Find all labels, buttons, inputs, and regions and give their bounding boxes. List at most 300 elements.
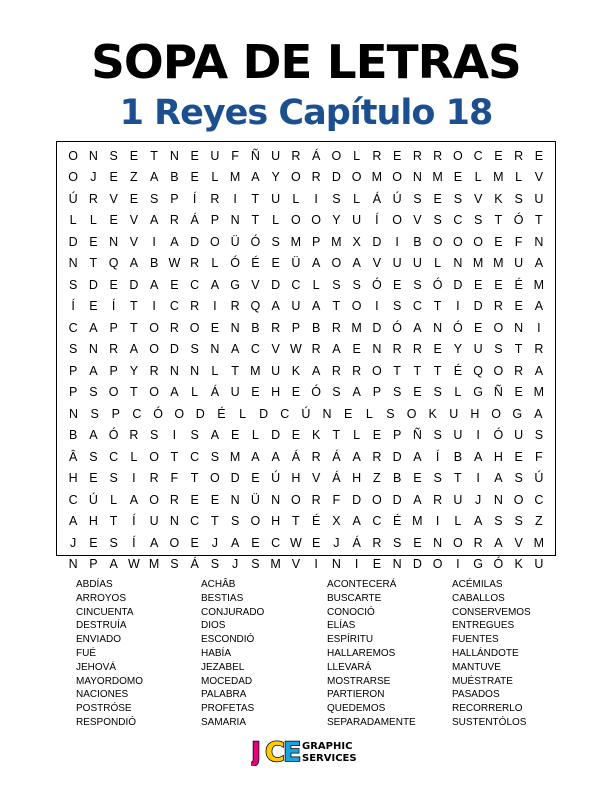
grid-cell: G: [473, 557, 483, 572]
grid-cell: Z: [373, 471, 381, 486]
word-item: ABDÍAS: [76, 579, 113, 590]
grid-cell: W: [289, 535, 302, 550]
grid-cell: E: [109, 277, 118, 292]
grid-cell: I: [314, 557, 318, 572]
grid-cell: O: [331, 148, 342, 163]
grid-cell: I: [213, 299, 217, 314]
grid-cell: R: [190, 256, 200, 271]
grid-cell: D: [68, 234, 78, 249]
grid-cell: X: [332, 514, 341, 529]
grid-cell: S: [68, 342, 78, 357]
grid-row: [63, 425, 549, 447]
word-item: MANTUVE: [452, 661, 501, 673]
grid-cell: E: [413, 385, 422, 400]
grid-cell: Ü: [230, 234, 240, 249]
grid-cell: O: [291, 492, 301, 507]
grid-cell: E: [413, 535, 422, 550]
grid-cell: B: [251, 320, 260, 335]
grid-cell: É: [392, 514, 402, 529]
grid-cell: R: [169, 320, 179, 335]
grid-cell: E: [109, 170, 118, 185]
grid-cell: A: [170, 385, 179, 400]
grid-cell: U: [534, 557, 544, 572]
grid-cell: A: [311, 363, 321, 378]
grid-cell: A: [534, 256, 544, 271]
word-item: JEHOVÁ: [76, 661, 117, 673]
grid-row: [63, 403, 549, 425]
grid-cell: R: [190, 299, 200, 314]
grid-cell: Ú: [271, 471, 281, 486]
grid-cell: T: [454, 471, 462, 486]
word-item: RECORRERLO: [452, 703, 523, 715]
grid-cell: E: [230, 428, 240, 443]
grid-cell: A: [170, 234, 179, 249]
grid-cell: C: [453, 213, 463, 228]
grid-cell: T: [130, 299, 138, 314]
grid-cell: E: [473, 277, 483, 292]
grid-cell: S: [392, 385, 402, 400]
grid-cell: A: [413, 320, 422, 335]
grid-cell: Á: [311, 148, 321, 163]
grid-cell: Ó: [230, 256, 240, 271]
grid-cell: V: [129, 213, 139, 228]
grid-cell: F: [332, 492, 341, 507]
grid-cell: I: [354, 557, 359, 572]
grid-cell: Ó: [392, 320, 402, 335]
grid-cell: Á: [332, 471, 341, 486]
grid-cell: S: [332, 277, 341, 292]
grid-cell: S: [210, 449, 220, 464]
grid-cell: L: [239, 406, 247, 421]
grid-cell: S: [89, 449, 98, 464]
grid-cell: C: [190, 449, 200, 464]
grid-cell: E: [392, 277, 402, 292]
grid-cell: E: [89, 535, 98, 550]
word-item: PALABRA: [201, 689, 247, 701]
grid-cell: T: [130, 385, 138, 400]
grid-cell: H: [493, 449, 503, 464]
grid-cell: H: [352, 471, 362, 486]
grid-cell: N: [68, 557, 78, 572]
grid-cell: G: [512, 406, 523, 421]
word-column: [201, 578, 327, 730]
grid-cell: Y: [332, 213, 341, 228]
grid-cell: A: [494, 535, 503, 550]
grid-cell: X: [352, 234, 361, 249]
grid-cell: Q: [108, 256, 119, 271]
grid-cell: R: [311, 170, 321, 185]
grid-cell: T: [150, 148, 158, 163]
grid-cell: Í: [111, 299, 116, 314]
grid-cell: K: [494, 191, 503, 206]
grid-cell: C: [250, 342, 260, 357]
grid-cell: B: [413, 234, 422, 249]
grid-cell: R: [433, 148, 443, 163]
grid-cell: N: [88, 148, 98, 163]
grid-cell: O: [372, 492, 382, 507]
grid-cell: T: [332, 299, 341, 314]
grid-cell: É: [514, 277, 523, 292]
grid-cell: P: [311, 234, 321, 249]
word-item: MUÉSTRATE: [452, 675, 513, 687]
grid-cell: O: [331, 256, 342, 271]
grid-cell: S: [494, 514, 503, 529]
grid-cell: R: [372, 148, 382, 163]
grid-cell: E: [190, 535, 199, 550]
grid-cell: R: [493, 299, 503, 314]
grid-cell: O: [432, 557, 443, 572]
grid-cell: L: [272, 213, 280, 228]
grid-cell: Á: [210, 385, 220, 400]
grid-cell: V: [129, 234, 139, 249]
word-column: [452, 578, 576, 730]
word-item: BUSCARTE: [327, 592, 382, 604]
grid-cell: D: [129, 277, 139, 292]
grid-cell: K: [291, 363, 301, 378]
grid-cell: P: [210, 213, 220, 228]
grid-row: [63, 167, 549, 189]
grid-cell: A: [534, 363, 544, 378]
grid-cell: O: [68, 170, 78, 185]
grid-cell: A: [68, 514, 78, 529]
grid-cell: Ó: [311, 385, 321, 400]
grid-cell: D: [88, 277, 98, 292]
grid-cell: R: [169, 213, 179, 228]
grid-cell: I: [314, 191, 318, 206]
grid-cell: M: [432, 170, 443, 185]
grid-cell: Q: [250, 299, 261, 314]
grid-cell: S: [230, 514, 240, 529]
grid-cell: U: [271, 148, 281, 163]
grid-cell: J: [70, 535, 77, 550]
grid-cell: U: [149, 514, 159, 529]
logo-mark: [251, 737, 301, 766]
grid-cell: Í: [375, 213, 379, 228]
grid-cell: S: [271, 234, 280, 249]
grid-cell: E: [89, 234, 98, 249]
grid-cell: D: [412, 557, 422, 572]
grid-cell: Ú: [392, 191, 402, 206]
grid-cell: Ñ: [493, 385, 503, 400]
grid-cell: A: [534, 299, 544, 314]
grid-cell: O: [453, 148, 463, 163]
word-item: SUSTENTÓLOS: [452, 716, 527, 728]
grid-cell: M: [229, 449, 241, 464]
grid-cell: N: [230, 492, 240, 507]
grid-cell: E: [129, 148, 139, 163]
grid-cell: D: [473, 299, 483, 314]
grid-cell: V: [271, 342, 280, 357]
grid-cell: Ó: [513, 213, 524, 228]
grid-cell: A: [89, 320, 98, 335]
grid-cell: L: [474, 170, 482, 185]
grid-cell: S: [386, 406, 395, 421]
grid-cell: F: [231, 148, 239, 163]
grid-cell: N: [169, 514, 179, 529]
grid-cell: R: [129, 428, 139, 443]
grid-cell: T: [494, 213, 503, 228]
grid-cell: N: [230, 213, 240, 228]
word-item: NACIONES: [76, 689, 129, 701]
grid-cell: E: [109, 213, 118, 228]
grid-cell: E: [89, 471, 98, 486]
word-item: ARROYOS: [76, 592, 127, 604]
word-item: JEZABEL: [201, 661, 245, 673]
grid-cell: R: [169, 492, 179, 507]
grid-cell: C: [132, 406, 142, 421]
grid-cell: R: [311, 492, 321, 507]
word-item: DIOS: [201, 620, 226, 632]
grid-cell: O: [250, 514, 261, 529]
word-item: CABALLOS: [452, 592, 505, 604]
grid-cell: R: [433, 492, 443, 507]
grid-cell: C: [190, 277, 200, 292]
grid-cell: Ñ: [412, 428, 422, 443]
grid-cell: Í: [71, 299, 75, 314]
grid-cell: E: [190, 170, 199, 185]
grid-cell: I: [172, 428, 177, 443]
grid-cell: V: [251, 277, 260, 292]
grid-cell: S: [89, 385, 98, 400]
grid-cell: O: [169, 535, 180, 550]
grid-cell: Ü: [291, 256, 301, 271]
grid-cell: U: [453, 492, 463, 507]
grid-cell: I: [537, 320, 541, 335]
word-column: [76, 578, 201, 730]
grid-cell: L: [454, 514, 462, 529]
grid-cell: L: [454, 385, 462, 400]
grid-cell: W: [127, 557, 140, 572]
grid-cell: D: [195, 406, 205, 421]
grid-cell: T: [514, 342, 523, 357]
grid-cell: M: [270, 557, 281, 572]
grid-cell: U: [449, 406, 459, 421]
grid-cell: S: [433, 385, 442, 400]
grid-cell: E: [251, 535, 260, 550]
grid-cell: E: [129, 191, 139, 206]
grid-cell: C: [412, 299, 422, 314]
grid-cell: M: [472, 256, 484, 271]
grid-cell: Á: [332, 449, 341, 464]
grid-cell: Ó: [108, 428, 119, 443]
grid-cell: T: [190, 471, 199, 486]
word-item: PARTIERON: [327, 689, 385, 701]
grid-cell: Ó: [153, 406, 163, 421]
grid-cell: C: [169, 299, 179, 314]
grid-cell: A: [473, 449, 483, 464]
grid-cell: R: [149, 471, 159, 486]
grid-cell: U: [230, 385, 240, 400]
grid-cell: A: [271, 449, 280, 464]
grid-cell: O: [174, 406, 185, 421]
grid-cell: I: [456, 557, 460, 572]
grid-cell: A: [494, 471, 503, 486]
grid-cell: E: [89, 299, 98, 314]
grid-cell: É: [311, 514, 321, 529]
grid-cell: U: [514, 256, 524, 271]
grid-cell: O: [493, 363, 504, 378]
grid-cell: M: [351, 320, 362, 335]
word-item: ACÉMILAS: [452, 579, 503, 590]
grid-cell: Ó: [250, 234, 261, 249]
grid-cell: Í: [435, 449, 440, 464]
grid-cell: I: [375, 299, 379, 314]
grid-cell: R: [412, 342, 422, 357]
grid-cell: S: [109, 535, 118, 550]
grid-cell: V: [311, 471, 321, 486]
grid-cell: A: [413, 449, 422, 464]
grid-cell: W: [168, 256, 181, 271]
grid-cell: S: [210, 557, 220, 572]
grid-cell: Ó: [493, 428, 504, 443]
grid-cell: U: [412, 256, 422, 271]
grid-cell: R: [331, 320, 341, 335]
grid-cell: N: [169, 148, 179, 163]
grid-cell: U: [453, 428, 463, 443]
grid-cell: I: [435, 514, 440, 529]
grid-cell: Ó: [372, 277, 382, 292]
grid-cell: U: [271, 191, 281, 206]
grid-cell: A: [89, 363, 98, 378]
grid-cell: S: [190, 342, 199, 357]
grid-cell: H: [470, 406, 480, 421]
grid-cell: B: [149, 256, 159, 271]
grid-cell: D: [271, 277, 281, 292]
word-item: MAYORDOMO: [76, 675, 144, 687]
word-item: HALLAREMOS: [327, 647, 396, 659]
grid-cell: S: [514, 191, 523, 206]
grid-cell: U: [291, 299, 301, 314]
grid-cell: B: [68, 428, 78, 443]
word-item: DESTRUÍA: [76, 620, 127, 632]
grid-cell: R: [372, 535, 382, 550]
logo-letter-e: E: [283, 737, 302, 766]
grid-row: [63, 554, 549, 576]
grid-cell: B: [453, 449, 463, 464]
grid-cell: O: [189, 320, 200, 335]
grid-cell: V: [514, 535, 523, 550]
grid-cell: M: [148, 557, 160, 572]
grid-cell: W: [289, 342, 302, 357]
grid-cell: M: [371, 170, 383, 185]
grid-cell: N: [88, 342, 98, 357]
grid-cell: N: [109, 234, 119, 249]
grid-cell: N: [534, 234, 544, 249]
grid-cell: A: [129, 342, 139, 357]
grid-cell: O: [149, 449, 159, 464]
grid-cell: D: [190, 234, 200, 249]
word-item: HABÍA: [201, 647, 232, 659]
grid-cell: E: [514, 385, 523, 400]
word-item: PASADOS: [452, 689, 500, 701]
word-item: QUEDEMOS: [327, 703, 386, 715]
grid-row: [63, 360, 549, 382]
grid-cell: L: [365, 406, 373, 421]
grid-cell: S: [149, 191, 159, 206]
grid-cell: E: [291, 385, 301, 400]
grid-cell: A: [311, 299, 321, 314]
grid-cell: É: [453, 363, 463, 378]
grid-cell: L: [69, 213, 77, 228]
grid-cell: E: [372, 428, 382, 443]
grid-cell: Z: [535, 514, 543, 529]
grid-cell: R: [291, 148, 301, 163]
grid-cell: S: [413, 277, 422, 292]
grid-cell: A: [352, 385, 361, 400]
grid-cell: E: [473, 320, 483, 335]
grid-cell: R: [534, 342, 544, 357]
grid-cell: Ü: [250, 492, 260, 507]
word-item: ACONTECERÁ: [327, 579, 397, 590]
grid-cell: U: [352, 213, 362, 228]
grid-cell: A: [230, 342, 240, 357]
grid-cell: Í: [132, 535, 136, 550]
grid-cell: P: [109, 363, 118, 378]
grid-cell: Ó: [453, 320, 463, 335]
grid-cell: E: [534, 148, 544, 163]
grid-row: [63, 382, 549, 404]
grid-cell: I: [395, 234, 399, 249]
grid-cell: S: [473, 213, 483, 228]
grid-cell: Í: [192, 191, 197, 206]
grid-row: [63, 231, 549, 253]
grid-cell: T: [231, 363, 239, 378]
grid-cell: Ñ: [250, 148, 260, 163]
grid-cell: E: [514, 299, 523, 314]
grid-row: [63, 274, 549, 296]
grid-cell: O: [406, 406, 417, 421]
grid-cell: A: [413, 492, 422, 507]
grid-cell: N: [322, 406, 332, 421]
grid-cell: E: [190, 148, 199, 163]
grid-cell: R: [109, 342, 119, 357]
grid-cell: A: [210, 277, 220, 292]
grid-cell: N: [190, 363, 200, 378]
grid-cell: J: [232, 557, 239, 572]
grid-cell: L: [353, 428, 361, 443]
word-column: [327, 578, 452, 730]
grid-cell: O: [513, 492, 524, 507]
grid-cell: S: [90, 406, 99, 421]
grid-cell: S: [514, 471, 523, 486]
grid-cell: Z: [130, 170, 138, 185]
word-item: MOCEDAD: [201, 675, 253, 687]
grid-cell: E: [311, 535, 321, 550]
grid-cell: K: [311, 428, 321, 443]
grid-cell: E: [494, 277, 503, 292]
grid-cell: B: [311, 320, 321, 335]
grid-cell: M: [229, 170, 241, 185]
grid-cell: A: [149, 535, 159, 550]
grid-cell: J: [211, 535, 218, 550]
grid-cell: Y: [453, 342, 463, 357]
grid-cell: O: [311, 213, 321, 228]
grid-cell: U: [392, 256, 402, 271]
grid-cell: N: [230, 320, 240, 335]
grid-cell: N: [412, 170, 422, 185]
grid-cell: L: [312, 277, 320, 292]
grid-cell: J: [475, 492, 482, 507]
grid-cell: E: [372, 557, 382, 572]
grid-row: [63, 296, 549, 318]
grid-cell: V: [473, 191, 483, 206]
grid-cell: N: [210, 342, 220, 357]
grid-cell: C: [190, 514, 200, 529]
grid-cell: R: [372, 449, 382, 464]
grid-cell: S: [433, 428, 442, 443]
grid-cell: N: [433, 535, 443, 550]
grid-cell: R: [149, 363, 159, 378]
